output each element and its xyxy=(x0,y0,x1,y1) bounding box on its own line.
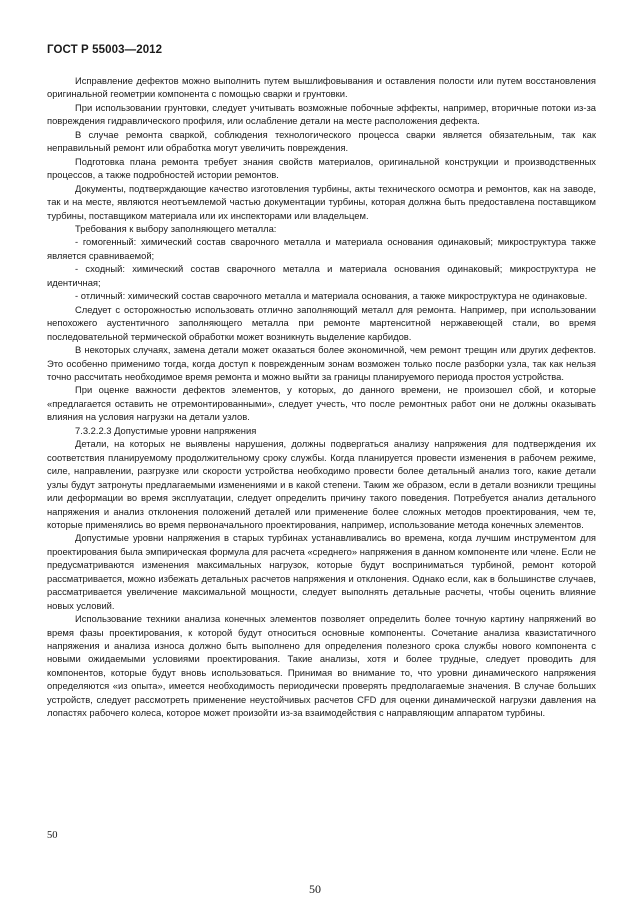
page-number: 50 xyxy=(47,830,58,841)
footer-page-number: 50 xyxy=(309,882,321,896)
paragraph: Требования к выбору заполняющего металла: xyxy=(75,222,277,234)
section-heading: 7.3.2.2.3 Допустимые уровни напряжения xyxy=(75,424,257,436)
paragraph: Исправление дефектов можно выполнить путем вышлифовывания и оставления полости или путем восстановления оригинальной геометрии компонента с помощью сварки и грунтовки. xyxy=(47,75,596,100)
list-item: - сходный: химический состав сварочного металла и материала основания одинаковый; микроструктура не идентичная; xyxy=(47,263,596,288)
paragraph: Документы, подтверждающие качество изготовления турбины, акты технического осмотра и ремонтов, как на заводе, так и на месте, являются неотъемлемой частью документации турбины, которая должна быть предоставлена поставщиком турбины, поставщиком материала или их инспекторами или владельцем. xyxy=(47,182,596,221)
paragraph: Подготовка плана ремонта требует знания свойств материалов, оригинальной конструкции и производственных процессов, а также подробностей истории ремонтов. xyxy=(47,155,596,181)
page-header-standard: ГОСТ Р 55003—2012 xyxy=(47,44,163,56)
paragraph: Допустимые уровни напряжения в старых турбинах устанавливались во времена, когда лучшим инструментом для проектирования была эмпирическая формула для расчета «среднего» напряжения в данном компоненте или члене. Если не предусматриваются изменения максимальных нагрузок, которые будут восприниматься турбиной, ремонт которой рассматривается, можно избежать детальных расчетов напряжения и отклонения. Однако если, как в большинстве случаев, рассматривается увеличение максимальной мощности, следует выполнять детальные расчеты, чтобы оценить влияние новых условий. xyxy=(47,532,596,611)
paragraph: Детали, на которых не выявлены нарушения, должны подвергаться анализу напряжения для подтверждения их соответствия планируемому продолжительному сроку службы. Когда планируется провести изменения в рабочем режиме, силе, направлении, разгрузке или скорости устройства необходимо провести более детальный анализ того, какие детали узлы будут затронуты предлагаемыми изменениями и в какой степени. Таким же образом, если в детали возникли трещины или деформации во время эксплуатации, следует определить причину такого поведения. Потребуется анализ детального напряжения и анализ отклонения положений деталей или применение более сложных методов проектирования, чем те, которые применялись во время первоначального проектирования, например, использование метода конечных элементов. xyxy=(47,438,596,530)
body-text xyxy=(47,74,596,720)
list-item: - гомогенный: химический состав сварочного металла и материала основания одинаковый; микроструктура также является сравниваемой; xyxy=(47,236,596,261)
paragraph: При оценке важности дефектов элементов, у которых, до данного времени, не произошел сбой, и которые «предлагается оставить не отремонтированными», следует учесть, что после ремонтных работ они не должны оказывать влияния на условия нагрузки на детали узлов. xyxy=(47,384,596,423)
list-item: - отличный: химический состав сварочного металла и материала основания, а также микроструктура не одинаковые. xyxy=(75,290,588,302)
paragraph: При использовании грунтовки, следует учитывать возможные побочные эффекты, например, вторичные потоки из-за повреждения гидравлического профиля, или ослабление детали на месте расположения дефекта. xyxy=(47,101,596,127)
paragraph: В некоторых случаях, замена детали может оказаться более экономичной, чем ремонт трещин или других дефектов. Это особенно применимо тогда, когда доступ к поврежденным зонам возможен только после разборки узла, так как нельзя точно рассчитать необходимое время ремонта и можно выйти за границы планируемого периода простоя устройства. xyxy=(47,344,596,382)
paragraph: Использование техники анализа конечных элементов позволяет определить более точную картину напряжений во время фазы проектирования, к которой будут относиться основные компоненты. Сочетание анализа квазистатичного напряжения и анализа износа должно быть выполнено для определения полезного срока службы нового компонента с новыми ожидаемыми условиями проектирования. Такие анализы, хотя и более трудные, следует проводить для компонентов, которые будут вновь использоваться. Принимая во внимание то, что уровни динамического напряжения определяются «из опыта», имеется необходимость периодически проверять предполагаемые значения. В случае больших устройств, следует рассмотреть применение неустойчивых расчетов CFD для оценки динамической нагрузки давления на лопастях рабочего колеса, которое может произойти из-за взаимодействия с направляющим аппаратом турбины. xyxy=(47,613,596,719)
paragraph: Следует с осторожностью использовать отлично заполняющий металл для ремонта. Например, при использовании непохожего аустентичного заполняющего металла при ремонте мартенситной нержавеющей стали, во время последовательной термической обработки может возникнуть выделение карбидов. xyxy=(47,303,596,342)
paragraph: В случае ремонта сваркой, соблюдения технологического процесса сварки является обязательным, так как неправильный ремонт или обработка могут увеличить повреждения. xyxy=(47,128,596,154)
